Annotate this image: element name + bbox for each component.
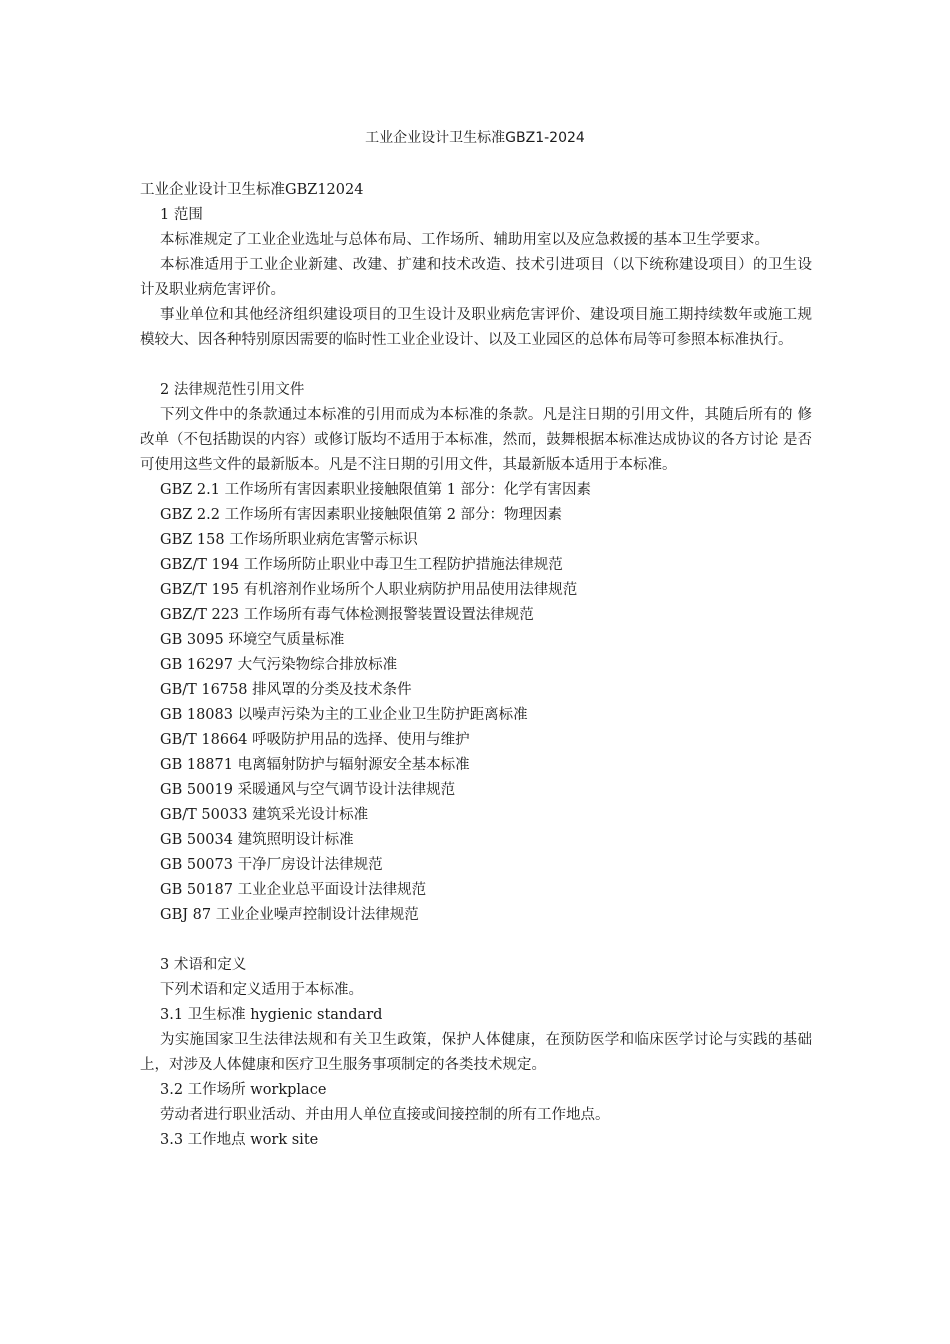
- reference-item: GB/T 50033 建筑采光设计标准: [160, 807, 369, 823]
- term-heading: 3.1 卫生标准 hygienic standard: [160, 1007, 383, 1023]
- reference-item: GB 18083 以噪声污染为主的工业企业卫生防护距离标准: [160, 707, 528, 723]
- paragraph: 下列文件中的条款通过本标准的引用而成为本标准的条款。凡是注日期的引用文件，其随后所有的 修改单（不包括勘误的内容）或修订版均不适用于本标准，然而，鼓舞根据本标准达成协议的各方讨论 是否可使用这些文件的最新版本。凡是不注日期的引用文件，其最新版本适用于本标准。: [140, 407, 812, 473]
- term-definition: 为实施国家卫生法律法规和有关卫生政策，保护人体健康，在预防医学和临床医学讨论与实践的基础上，对涉及人体健康和医疗卫生服务事项制定的各类技术规定。: [140, 1032, 812, 1073]
- paragraph: 本标准规定了工业企业选址与总体布局、工作场所、辅助用室以及应急救援的基本卫生学要求。: [160, 232, 769, 248]
- reference-item: GB 50073 干净厂房设计法律规范: [160, 857, 383, 873]
- term-heading: 3.2 工作场所 workplace: [160, 1082, 327, 1098]
- reference-item: GB 50187 工业企业总平面设计法律规范: [160, 882, 427, 898]
- page-title: 工业企业设计卫生标准GBZ1-2024: [365, 130, 585, 146]
- document-heading: 工业企业设计卫生标准GBZ12024: [140, 182, 364, 198]
- reference-item: GB/T 18664 呼吸防护用品的选择、使用与维护: [160, 732, 470, 748]
- section-heading-scope: 1 范围: [160, 207, 203, 223]
- reference-item: GBZ/T 223 工作场所有毒气体检测报警装置设置法律规范: [160, 607, 534, 623]
- reference-item: GB/T 16758 排风罩的分类及技术条件: [160, 682, 412, 698]
- paragraph: 下列术语和定义适用于本标准。: [160, 982, 363, 998]
- reference-item: GBZ 2.1 工作场所有害因素职业接触限值第 1 部分：化学有害因素: [160, 482, 592, 498]
- paragraph: 事业单位和其他经济组织建设项目的卫生设计及职业病危害评价、建设项目施工期持续数年或施工规模较大、因各种特别原因需要的临时性工业企业设计、以及工业园区的总体布局等可参照本标准执行。: [140, 307, 812, 348]
- spacer: [140, 928, 812, 953]
- reference-item: GBZ/T 194 工作场所防止职业中毒卫生工程防护措施法律规范: [160, 557, 563, 573]
- reference-item: GB 50019 采暖通风与空气调节设计法律规范: [160, 782, 456, 798]
- section-heading-terms: 3 术语和定义: [160, 957, 247, 973]
- reference-item: GB 18871 电离辐射防护与辐射源安全基本标准: [160, 757, 470, 773]
- spacer: [140, 353, 812, 378]
- reference-item: GB 16297 大气污染物综合排放标准: [160, 657, 398, 673]
- reference-item: GBZ/T 195 有机溶剂作业场所个人职业病防护用品使用法律规范: [160, 582, 578, 598]
- reference-item: GBJ 87 工业企业噪声控制设计法律规范: [160, 907, 419, 923]
- section-heading-references: 2 法律规范性引用文件: [160, 382, 305, 398]
- reference-item: GB 50034 建筑照明设计标准: [160, 832, 354, 848]
- reference-item: GBZ 158 工作场所职业病危害警示标识: [160, 532, 418, 548]
- reference-item: GB 3095 环境空气质量标准: [160, 632, 345, 648]
- reference-item: GBZ 2.2 工作场所有害因素职业接触限值第 2 部分：物理因素: [160, 507, 563, 523]
- term-definition: 劳动者进行职业活动、并由用人单位直接或间接控制的所有工作地点。: [160, 1107, 610, 1123]
- document-body: [140, 178, 812, 1153]
- term-heading: 3.3 工作地点 work site: [160, 1132, 319, 1148]
- paragraph: 本标准适用于工业企业新建、改建、扩建和技术改造、技术引进项目（以下统称建设项目）的卫生设计及职业病危害评价。: [140, 257, 812, 298]
